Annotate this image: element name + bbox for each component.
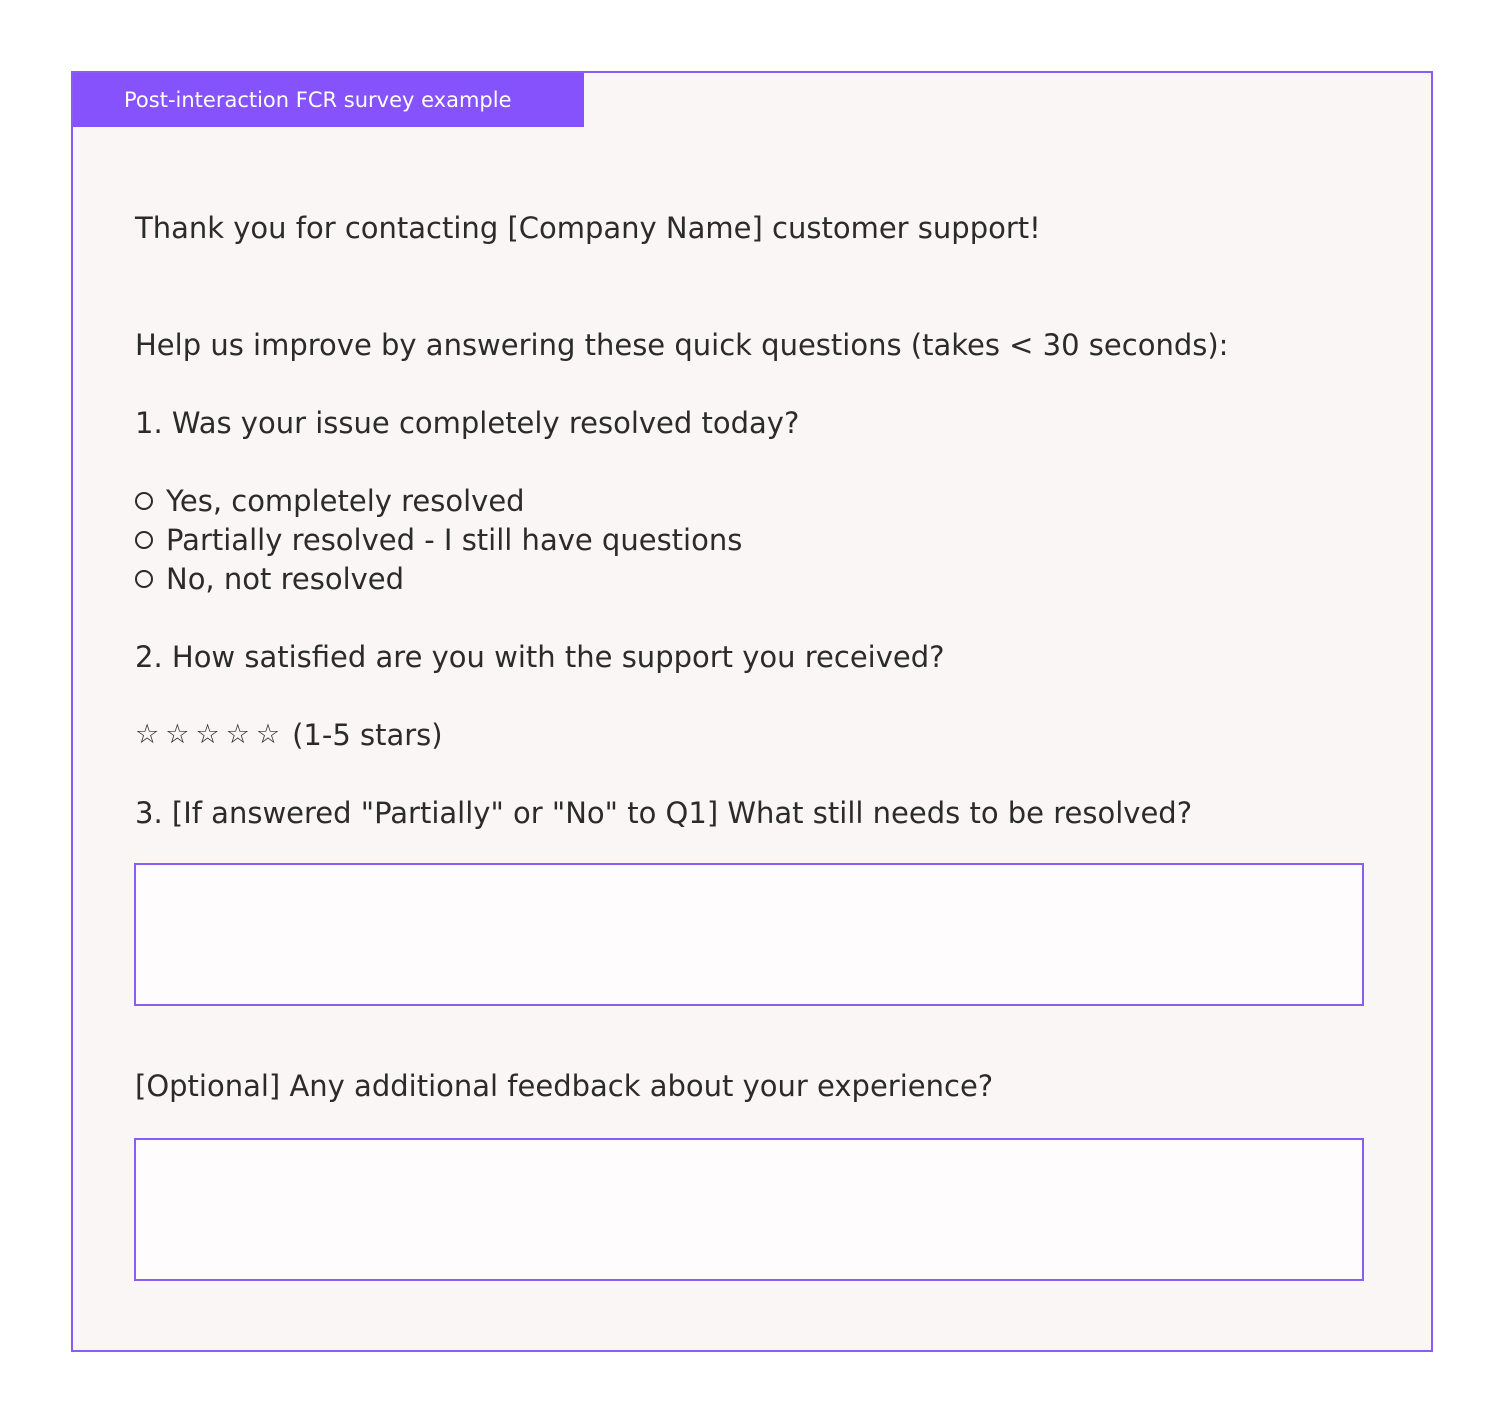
q1-option-partially[interactable] [135,522,742,558]
question-3: 3. [If answered "Partially" or "No" to Q1] What still needs to be resolved? [135,796,1193,830]
star-scale-note: (1-5 stars) [292,718,443,752]
question-2: 2. How satisfied are you with the support you received? [135,640,945,674]
q3-answer-field[interactable] [134,863,1364,1006]
survey-tag: Post-interaction FCR survey example [73,73,584,127]
radio-circle-icon[interactable] [135,531,153,549]
q1-option-label: No, not resolved [166,562,405,596]
q1-option-no[interactable] [135,561,404,597]
star-2-icon[interactable]: ☆ [165,719,190,750]
survey-card [71,71,1433,1352]
radio-circle-icon[interactable] [135,492,153,510]
star-5-icon[interactable]: ☆ [255,719,281,750]
star-rating[interactable] [135,717,443,753]
star-3-icon[interactable]: ☆ [195,719,220,750]
q4-feedback-field[interactable] [134,1138,1364,1281]
star-4-icon[interactable]: ☆ [225,719,250,750]
q1-option-label: Partially resolved - I still have questions [166,523,743,557]
question-1: 1. Was your issue completely resolved today? [135,406,800,440]
question-4: [Optional] Any additional feedback about your experience? [135,1069,994,1103]
star-1-icon[interactable]: ☆ [135,719,160,750]
intro-text: Help us improve by answering these quick questions (takes < 30 seconds): [135,328,1229,362]
q1-option-label: Yes, completely resolved [166,484,525,518]
greeting-text: Thank you for contacting [Company Name] customer support! [135,211,1041,245]
q1-option-yes[interactable] [135,483,525,519]
radio-circle-icon[interactable] [135,570,153,588]
